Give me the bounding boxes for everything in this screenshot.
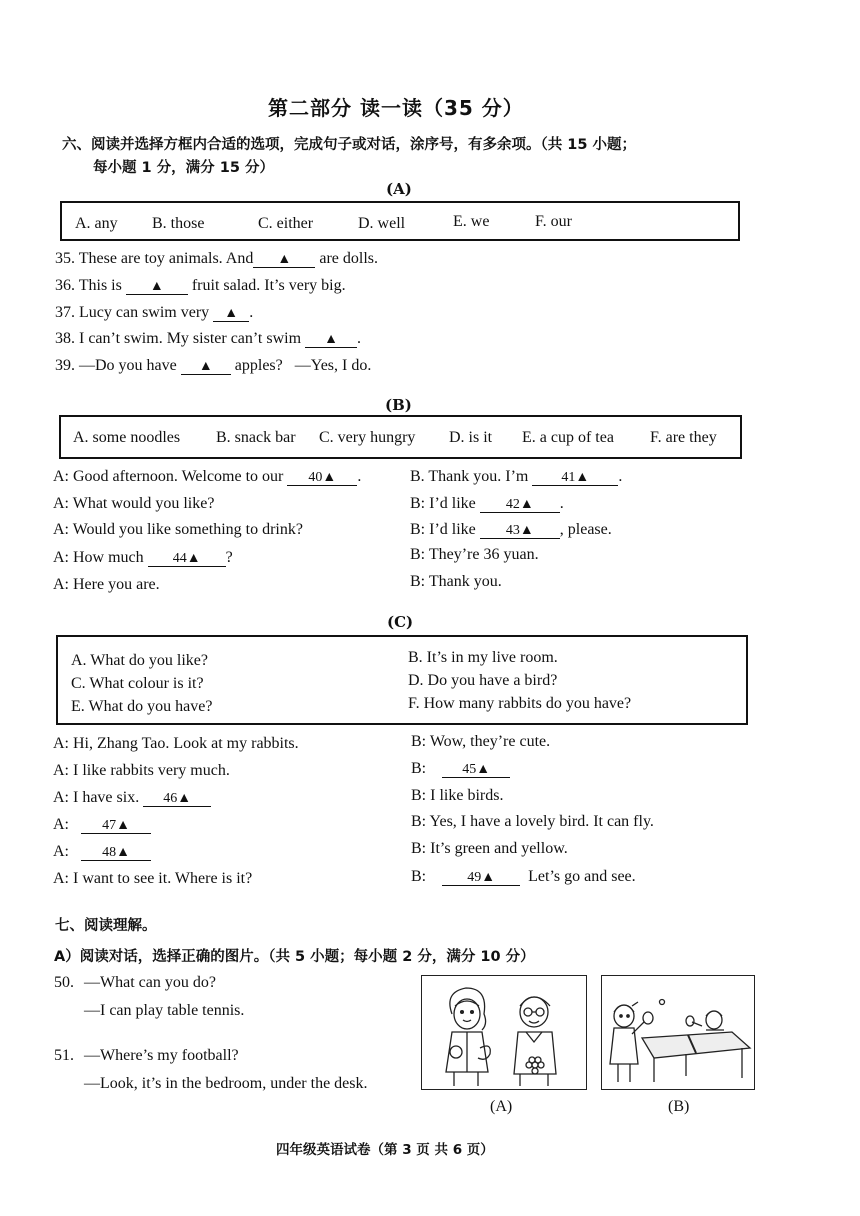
question-text: are dolls.	[319, 250, 378, 267]
dialogue-b-line-1	[53, 468, 361, 486]
answer-blank[interactable]: ▲	[213, 306, 249, 322]
dialogue-text: B:	[411, 868, 427, 885]
section6-instruction-line1: 六、阅读并选择方框内合适的选项，完成句子或对话，涂序号，有多余项。（共 15 小题；	[62, 137, 637, 153]
question-text: —Do you have	[79, 357, 177, 374]
dialogue-c-reply-5: B: It’s green and yellow.	[411, 840, 568, 857]
question-text: I can’t swim. My sister can’t swim	[79, 330, 302, 347]
question-number: 38.	[55, 330, 75, 347]
section7-part-a-instruction: A）阅读对话，选择正确的图片。（共 5 小题；每小题 2 分，满分 10 分）	[54, 949, 535, 965]
question-text: —Where’s my football?	[84, 1047, 239, 1064]
part-c-option-box	[56, 635, 748, 725]
question-number: 51.	[54, 1047, 74, 1064]
dialogue-b-line-5: A: Here you are.	[53, 576, 160, 593]
dialogue-c-reply-2	[411, 760, 510, 778]
dialogue-c-reply-3: B: I like birds.	[411, 787, 504, 804]
option-b: B. those	[152, 215, 205, 232]
dialogue-b-reply-5: B: Thank you.	[410, 573, 502, 590]
dialogue-text: A: How much	[53, 549, 144, 566]
dialogue-b-line-2: A: What would you like?	[53, 495, 215, 512]
dialogue-text: B: I’d like	[410, 495, 476, 512]
dialogue-text: A:	[53, 816, 69, 833]
question-number: 35.	[55, 250, 75, 267]
dialogue-text: A:	[53, 843, 69, 860]
part-a-label: (A)	[386, 180, 412, 198]
answer-blank[interactable]: 48▲	[81, 845, 151, 861]
dialogue-c-line-2: A: I like rabbits very much.	[53, 762, 230, 779]
option-a: A. What do you like?	[71, 652, 209, 669]
dialogue-b-line-4	[53, 549, 233, 567]
dialogue-text: .	[559, 495, 564, 512]
dialogue-text: .	[357, 468, 362, 485]
option-e: E. What do you have?	[71, 698, 213, 715]
dialogue-c-line-3	[53, 789, 211, 807]
answer-blank[interactable]: ▲	[305, 332, 357, 348]
question-text: .	[249, 304, 254, 321]
question-number: 36.	[55, 277, 75, 294]
dialogue-b-reply-4: B: They’re 36 yuan.	[410, 546, 539, 563]
dialogue-c-line-4	[53, 816, 151, 834]
dialogue-c-line-6: A: I want to see it. Where is it?	[53, 870, 253, 887]
table-tennis-illustration	[602, 976, 754, 1089]
question-number: 39.	[55, 357, 75, 374]
dialogue-b-line-3: A: Would you like something to drink?	[53, 521, 303, 538]
answer-blank[interactable]: 43▲	[480, 523, 560, 539]
part-c-label: (C)	[387, 613, 414, 631]
question-text: apples? —Yes, I do.	[234, 357, 372, 374]
option-f: F. How many rabbits do you have?	[408, 695, 632, 712]
dialogue-c-line-1: A: Hi, Zhang Tao. Look at my rabbits.	[53, 735, 299, 752]
option-c: C. either	[258, 215, 314, 232]
answer-blank[interactable]: ▲	[181, 359, 231, 375]
question-38	[55, 330, 361, 348]
option-b: B. snack bar	[216, 429, 296, 446]
answer-blank[interactable]: ▲	[126, 279, 188, 295]
page-title: 第二部分 读一读（35 分）	[268, 96, 524, 120]
question-text: fruit salad. It’s very big.	[191, 277, 346, 294]
dialogue-text: Let’s go and see.	[528, 868, 636, 885]
part-a-option-box	[60, 201, 740, 241]
answer-blank[interactable]: 47▲	[81, 818, 151, 834]
dialogue-c-reply-4: B: Yes, I have a lovely bird. It can fly.	[411, 813, 654, 830]
picture-b[interactable]	[601, 975, 755, 1090]
option-a: A. any	[75, 215, 118, 232]
question-number: 37.	[55, 304, 75, 321]
page-footer: 四年级英语试卷（第 3 页 共 6 页）	[276, 1142, 494, 1158]
option-d: D. Do you have a bird?	[408, 672, 558, 689]
dialogue-b-reply-2	[410, 495, 564, 513]
question-text: —What can you do?	[84, 974, 216, 991]
option-c: C. What colour is it?	[71, 675, 204, 692]
dialogue-b-reply-3	[410, 521, 612, 539]
dialogue-c-reply-1: B: Wow, they’re cute.	[411, 733, 551, 750]
option-e: E. we	[453, 213, 490, 230]
dialogue-text: .	[618, 468, 623, 485]
dialogue-c-line-5	[53, 843, 151, 861]
section6-instruction-line2: 每小题 1 分，满分 15 分）	[93, 160, 274, 176]
dialogue-c-reply-6	[411, 868, 636, 886]
option-f: F. are they	[650, 429, 717, 446]
question-text: This is	[78, 277, 122, 294]
answer-blank[interactable]: ▲	[253, 252, 315, 268]
question-51-line1	[54, 1047, 239, 1065]
dialogue-text: B:	[411, 760, 427, 777]
question-50-line2: —I can play table tennis.	[84, 1002, 245, 1019]
question-37	[55, 304, 253, 322]
dialogue-text: A: Good afternoon. Welcome to our	[53, 468, 284, 485]
question-number: 50.	[54, 974, 74, 991]
dialogue-text: ?	[225, 549, 233, 566]
dialogue-text: B. Thank you. I’m	[410, 468, 529, 485]
answer-blank[interactable]: 45▲	[442, 762, 510, 778]
question-text: These are toy animals. And	[78, 250, 254, 267]
option-a: A. some noodles	[73, 429, 181, 446]
dialogue-text: , please.	[559, 521, 612, 538]
dialogue-text: A: I have six.	[53, 789, 140, 806]
option-b: B. It’s in my live room.	[408, 649, 558, 666]
question-39	[55, 357, 371, 375]
answer-blank[interactable]: 40▲	[287, 470, 357, 486]
question-36	[55, 277, 346, 295]
option-e: E. a cup of tea	[522, 429, 614, 446]
part-b-option-box	[59, 415, 742, 459]
question-35	[55, 250, 378, 268]
children-with-fruit-illustration	[422, 976, 586, 1089]
question-text: .	[357, 330, 362, 347]
answer-blank[interactable]: 49▲	[442, 870, 520, 886]
picture-b-label: (B)	[668, 1098, 690, 1115]
option-d: D. is it	[449, 429, 493, 446]
option-f: F. our	[535, 213, 572, 230]
dialogue-b-reply-1	[410, 468, 622, 486]
question-50-line1	[54, 974, 216, 992]
answer-blank[interactable]: 44▲	[148, 551, 226, 567]
option-c: C. very hungry	[319, 429, 416, 446]
answer-blank[interactable]: 41▲	[532, 470, 618, 486]
question-text: Lucy can swim very	[79, 304, 210, 321]
dialogue-text: B: I’d like	[410, 521, 476, 538]
answer-blank[interactable]: 46▲	[143, 791, 211, 807]
picture-a-label: (A)	[490, 1098, 513, 1115]
option-d: D. well	[358, 215, 406, 232]
section7-heading: 七、阅读理解。	[55, 918, 157, 934]
part-b-label: (B)	[385, 396, 412, 414]
answer-blank[interactable]: 42▲	[480, 497, 560, 513]
picture-a[interactable]	[421, 975, 587, 1090]
question-51-line2: —Look, it’s in the bedroom, under the desk.	[84, 1075, 368, 1092]
